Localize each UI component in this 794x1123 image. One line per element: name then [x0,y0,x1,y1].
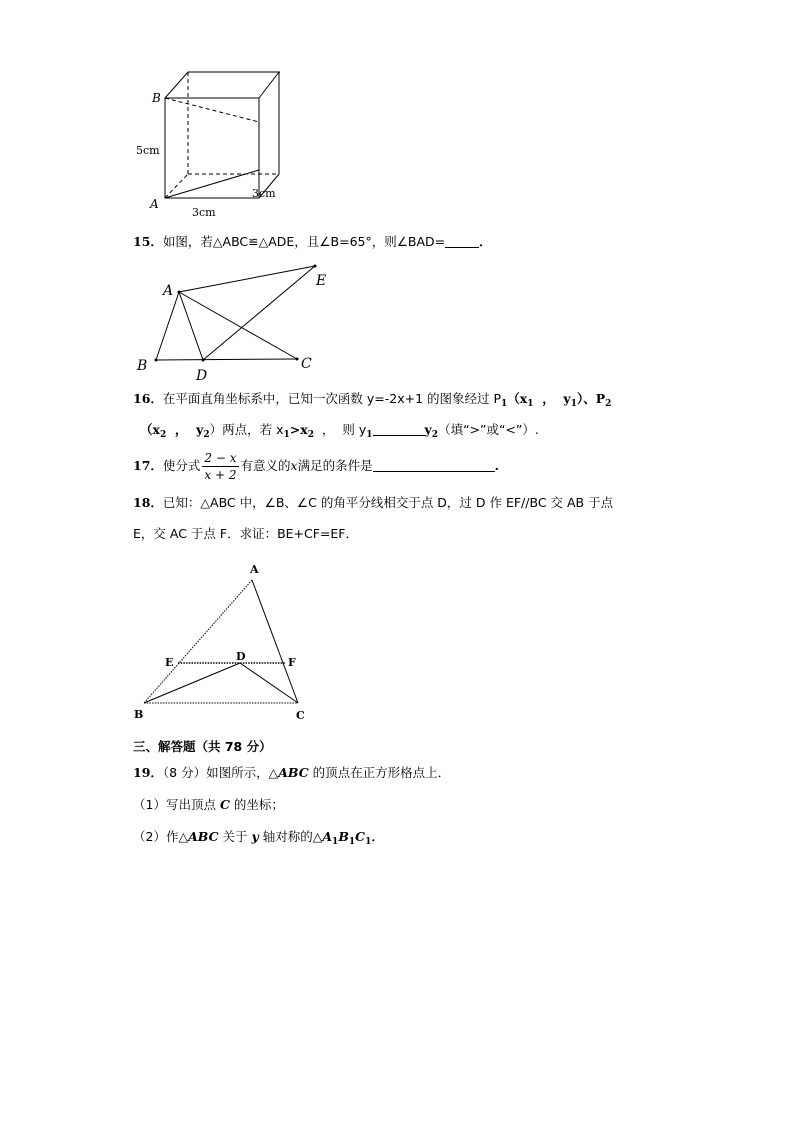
subscript: 1 [332,837,339,847]
question-text: （x [140,422,160,437]
subscript: 1 [348,837,356,847]
question-17 [133,447,499,485]
question-text: ， y [166,422,204,437]
fig18-label-c: C [296,709,305,722]
question-text: （2）作△ [133,829,189,844]
variable: x [290,458,298,473]
box-label-a: A [150,197,159,211]
punctuation: . [494,458,499,473]
fig15-label-e: E [316,273,327,289]
question-15 [133,233,492,251]
fig15-label-d: D [196,368,208,382]
question-16-line1 [133,390,611,413]
subscript: 1 [501,399,508,409]
fig15-label-c: C [301,356,312,372]
question-19 [133,764,450,782]
subscript: 2 [203,430,210,440]
subscript: 2 [307,430,314,440]
question-text: 轴对称的△ [258,829,323,844]
fraction-numerator: 2 − x [204,451,237,465]
question-18-line1 [133,494,613,512]
fig18-label-e: E [165,656,174,669]
angle-bisector-figure [130,558,320,726]
punctuation: ． [479,234,492,249]
question-text: （8 分）如图所示，△ [162,765,279,780]
question-text: （填“>”或“<”）. [438,422,539,437]
variable: C [355,829,366,844]
question-text: ， 则 y [314,422,367,437]
question-19-part1 [133,796,284,814]
box-front-face [165,98,259,198]
question-text: 已知：△ABC 中，∠B、∠C 的角平分线相交于点 D，过 D 作 EF//BC 交 AB 于点 [162,495,614,510]
question-text: 满足的条件是 [297,458,373,473]
question-text: 的坐标； [229,797,284,812]
question-text: E，交 AC 于点 F．求证：BE+CF=EF． [133,526,358,541]
subscript: 1 [283,430,290,440]
question-text: （x [507,391,528,406]
subscript: 1 [527,399,534,409]
subscript: 1 [365,837,372,847]
answer-blank[interactable] [373,459,495,472]
fraction [202,450,238,483]
question-text: ）两点，若 x [209,422,284,437]
question-text: 有意义的 [240,458,291,473]
question-text: ， y [533,391,571,406]
question-text: （1）写出顶点 [133,797,220,812]
fig15-label-a: A [163,283,174,299]
question-number: 15． [133,234,163,249]
subscript: 2 [431,430,439,440]
question-text: y [424,422,432,437]
variable: ABC [188,829,219,844]
fig18-label-d: D [236,650,246,663]
punctuation: ． [371,829,384,844]
subscript: 1 [366,430,373,440]
question-text: 在平面直角坐标系中，已知一次函数 y=-2x+1 的图象经过 P [162,391,502,406]
fig15-label-b: B [137,358,148,374]
box-top-edges [165,72,280,98]
variable: y [251,829,259,844]
variable: B [338,829,349,844]
box-label-b: B [152,91,161,105]
box-label-width: 3cm [192,206,216,219]
question-number: 18． [133,495,163,510]
subscript: 2 [159,430,167,440]
box-label-height: 5cm [136,144,160,157]
question-text: 关于 [218,829,252,844]
fig18-label-a: A [250,563,259,576]
subscript: 2 [605,399,612,409]
fig18-label-b: B [134,708,144,721]
subscript: 1 [570,399,577,409]
fraction-denominator: x + 2 [204,468,237,482]
question-18-line2 [133,525,358,543]
triangle-ade-figure [132,258,342,382]
question-number: 19． [133,765,163,780]
answer-blank[interactable] [373,423,425,436]
ant-path-dashed [165,98,259,122]
question-text: 如图，若△ABC≌△ADE，且∠B=65°，则∠BAD= [162,234,446,249]
box-figure [130,62,280,222]
fig18-label-f: F [288,656,296,669]
variable: ABC [278,765,309,780]
question-16-line2 [140,421,539,444]
answer-blank[interactable] [445,235,479,248]
question-number: 16． [133,391,163,406]
question-text: 使分式 [162,458,201,473]
box-label-depth: 3cm [252,187,276,200]
question-text: ）、P [576,391,606,406]
question-text: 的顶点在正方形格点上． [308,765,451,780]
variable: A [322,829,333,844]
variable: C [219,797,230,812]
question-19-part2 [133,828,384,851]
question-number: 17． [133,458,163,473]
question-text: >x [289,422,308,437]
section-title: 三、解答题（共 78 分） [133,739,272,754]
